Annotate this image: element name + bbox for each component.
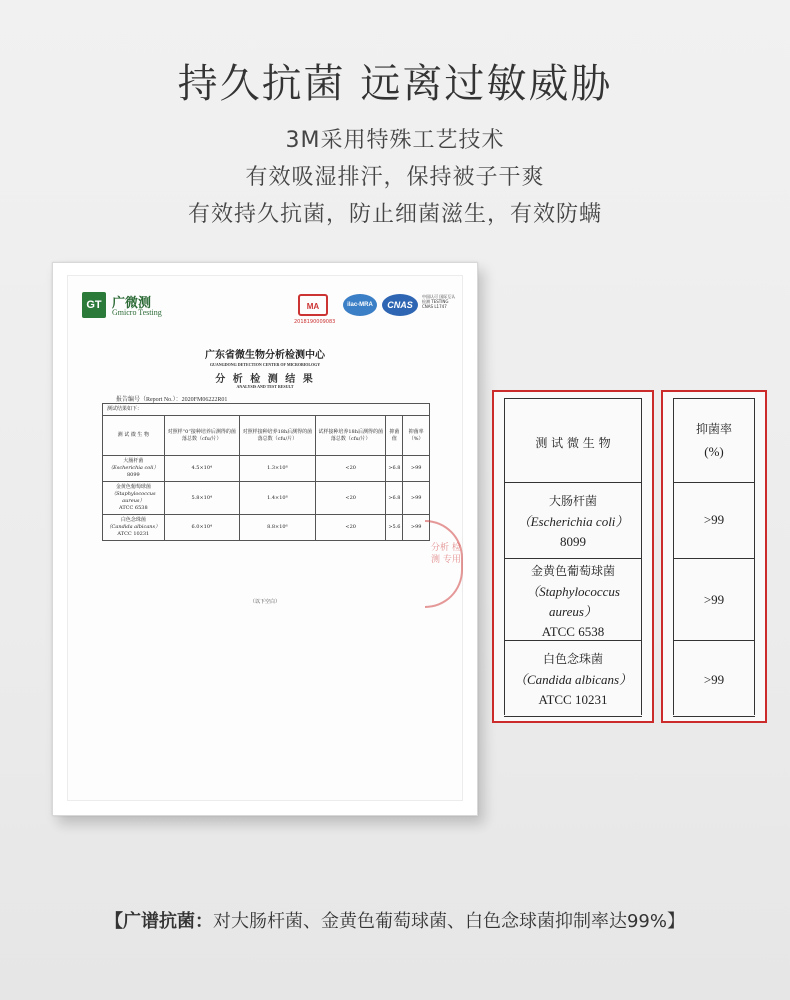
zoom-rate-unit: (%) (704, 444, 724, 459)
table-row (103, 456, 430, 482)
column-header: 抑菌率（%） (403, 416, 430, 456)
org-name-en: Gmicro Testing (112, 308, 162, 317)
count-cell: 8.8×10⁶ (239, 515, 315, 541)
count-cell: 6.0×10⁴ (164, 515, 239, 541)
zoom-rate-header: 抑菌率 (695, 422, 732, 436)
zoom-organism-header: 测 试 微 生 物 (535, 436, 611, 450)
zoom-rate-table (673, 398, 755, 715)
report-number: 报告编号（Report No.）：2020FM06222R01 (116, 397, 228, 403)
document-subtitle: 分 析 检 测 结 果 (215, 374, 315, 385)
zoom-organism-latin: （Candida albicans） (513, 672, 633, 687)
count-cell: 1.4×10⁸ (239, 482, 315, 515)
column-header: 对照样“0”接种培养后测得的菌落总数（cfu/片） (164, 416, 239, 456)
organism-cell: 金黄色葡萄球菌 （Staphylococcus aureus） ATCC 6538 (103, 482, 165, 515)
table-caption: 测试结果如下： (103, 404, 430, 416)
document-title: 广东省微生物分析检测中心 (205, 350, 325, 361)
count-cell: <20 (315, 515, 386, 541)
zoom-rate-value: >99 (703, 592, 725, 607)
zoom-organism-cn: 白色念珠菌 (542, 652, 603, 666)
zoom-organism-cn: 金黄色葡萄球菌 (530, 564, 615, 578)
count-cell: 4.5×10⁴ (164, 456, 239, 482)
table-row (103, 515, 430, 541)
cnas-text: 中国认可 国际互认 检测 TESTING CNAS L1747 (422, 294, 456, 309)
red-stamp: 分析 检测 专用 (425, 520, 463, 608)
cma-mark: MA (298, 294, 328, 316)
count-cell: 1.3×10⁸ (239, 456, 315, 482)
table-row (103, 482, 430, 515)
value-cell: >5.6 (386, 515, 403, 541)
cnas-mark: CNAS (382, 294, 418, 316)
organism-cell: 大肠杆菌 （Escherichia coli） 8099 (103, 456, 165, 482)
rate-cell: >99 (403, 515, 430, 541)
value-cell: >6.8 (386, 456, 403, 482)
footer-label: 【广谱抗菌： (104, 911, 213, 932)
document-subtitle-en: ANALYSIS AND TEST RESULT (236, 384, 294, 389)
results-table (102, 403, 430, 541)
ilac-mark: ilac-MRA (343, 294, 377, 316)
document-title-en: GUANGDONG DETECTION CENTER OF MICROBIOLOGY (209, 362, 321, 367)
rate-cell: >99 (403, 456, 430, 482)
footer-note (0, 907, 790, 933)
zoom-rate-column (661, 390, 767, 723)
blank-note: （以下空白） (249, 599, 280, 605)
column-header: 抑菌值 (386, 416, 403, 456)
certificate-frame (52, 262, 478, 816)
count-cell: <20 (315, 456, 386, 482)
zoom-organism-strain: ATCC 6538 (541, 624, 605, 639)
column-header: 对照样接种培养18h后测得的菌落总数（cfu/片） (239, 416, 315, 456)
footer-text: 对大肠杆菌、金黄色葡萄球菌、白色念球菌抑制率达99%】 (212, 911, 685, 932)
zoom-rate-value: >99 (703, 512, 725, 527)
value-cell: >6.8 (386, 482, 403, 515)
headline: 持久抗菌 远离过敏威胁 (177, 61, 613, 107)
feature-line-3: 有效持久抗菌，防止细菌滋生，有效防螨 (187, 202, 602, 227)
column-header: 测 试 微 生 物 (103, 416, 165, 456)
zoom-organism-strain: 8099 (560, 534, 586, 549)
zoom-organism-strain: ATCC 10231 (538, 692, 608, 707)
column-header: 试样接种培养18h后测得的菌落总数（cfu/片） (315, 416, 386, 456)
count-cell: 5.8×10⁴ (164, 482, 239, 515)
gt-logo: GT (82, 292, 106, 318)
zoom-organism-cn: 大肠杆菌 (548, 494, 597, 508)
zoom-organism-latin: （Escherichia coli） (517, 514, 629, 529)
organism-cell: 白色念珠菌 （Candida albicans） ATCC 10231 (103, 515, 165, 541)
zoom-organism-latin: （Staphylococcus (526, 584, 620, 599)
zoom-rate-value: >99 (703, 672, 725, 687)
cma-number: 2018190009083 (294, 319, 336, 325)
org-name: 广微测 (112, 296, 152, 311)
zoom-organism-table (504, 398, 642, 715)
rate-cell: >99 (403, 482, 430, 515)
zoom-organism-column (492, 390, 654, 723)
count-cell: <20 (315, 482, 386, 515)
feature-line-1: 3M采用特殊工艺技术 (285, 128, 505, 153)
feature-line-2: 有效吸湿排汗，保持被子干爽 (245, 165, 545, 190)
zoom-organism-latin: aureus） (549, 604, 597, 619)
certificate-sheet (67, 275, 463, 801)
